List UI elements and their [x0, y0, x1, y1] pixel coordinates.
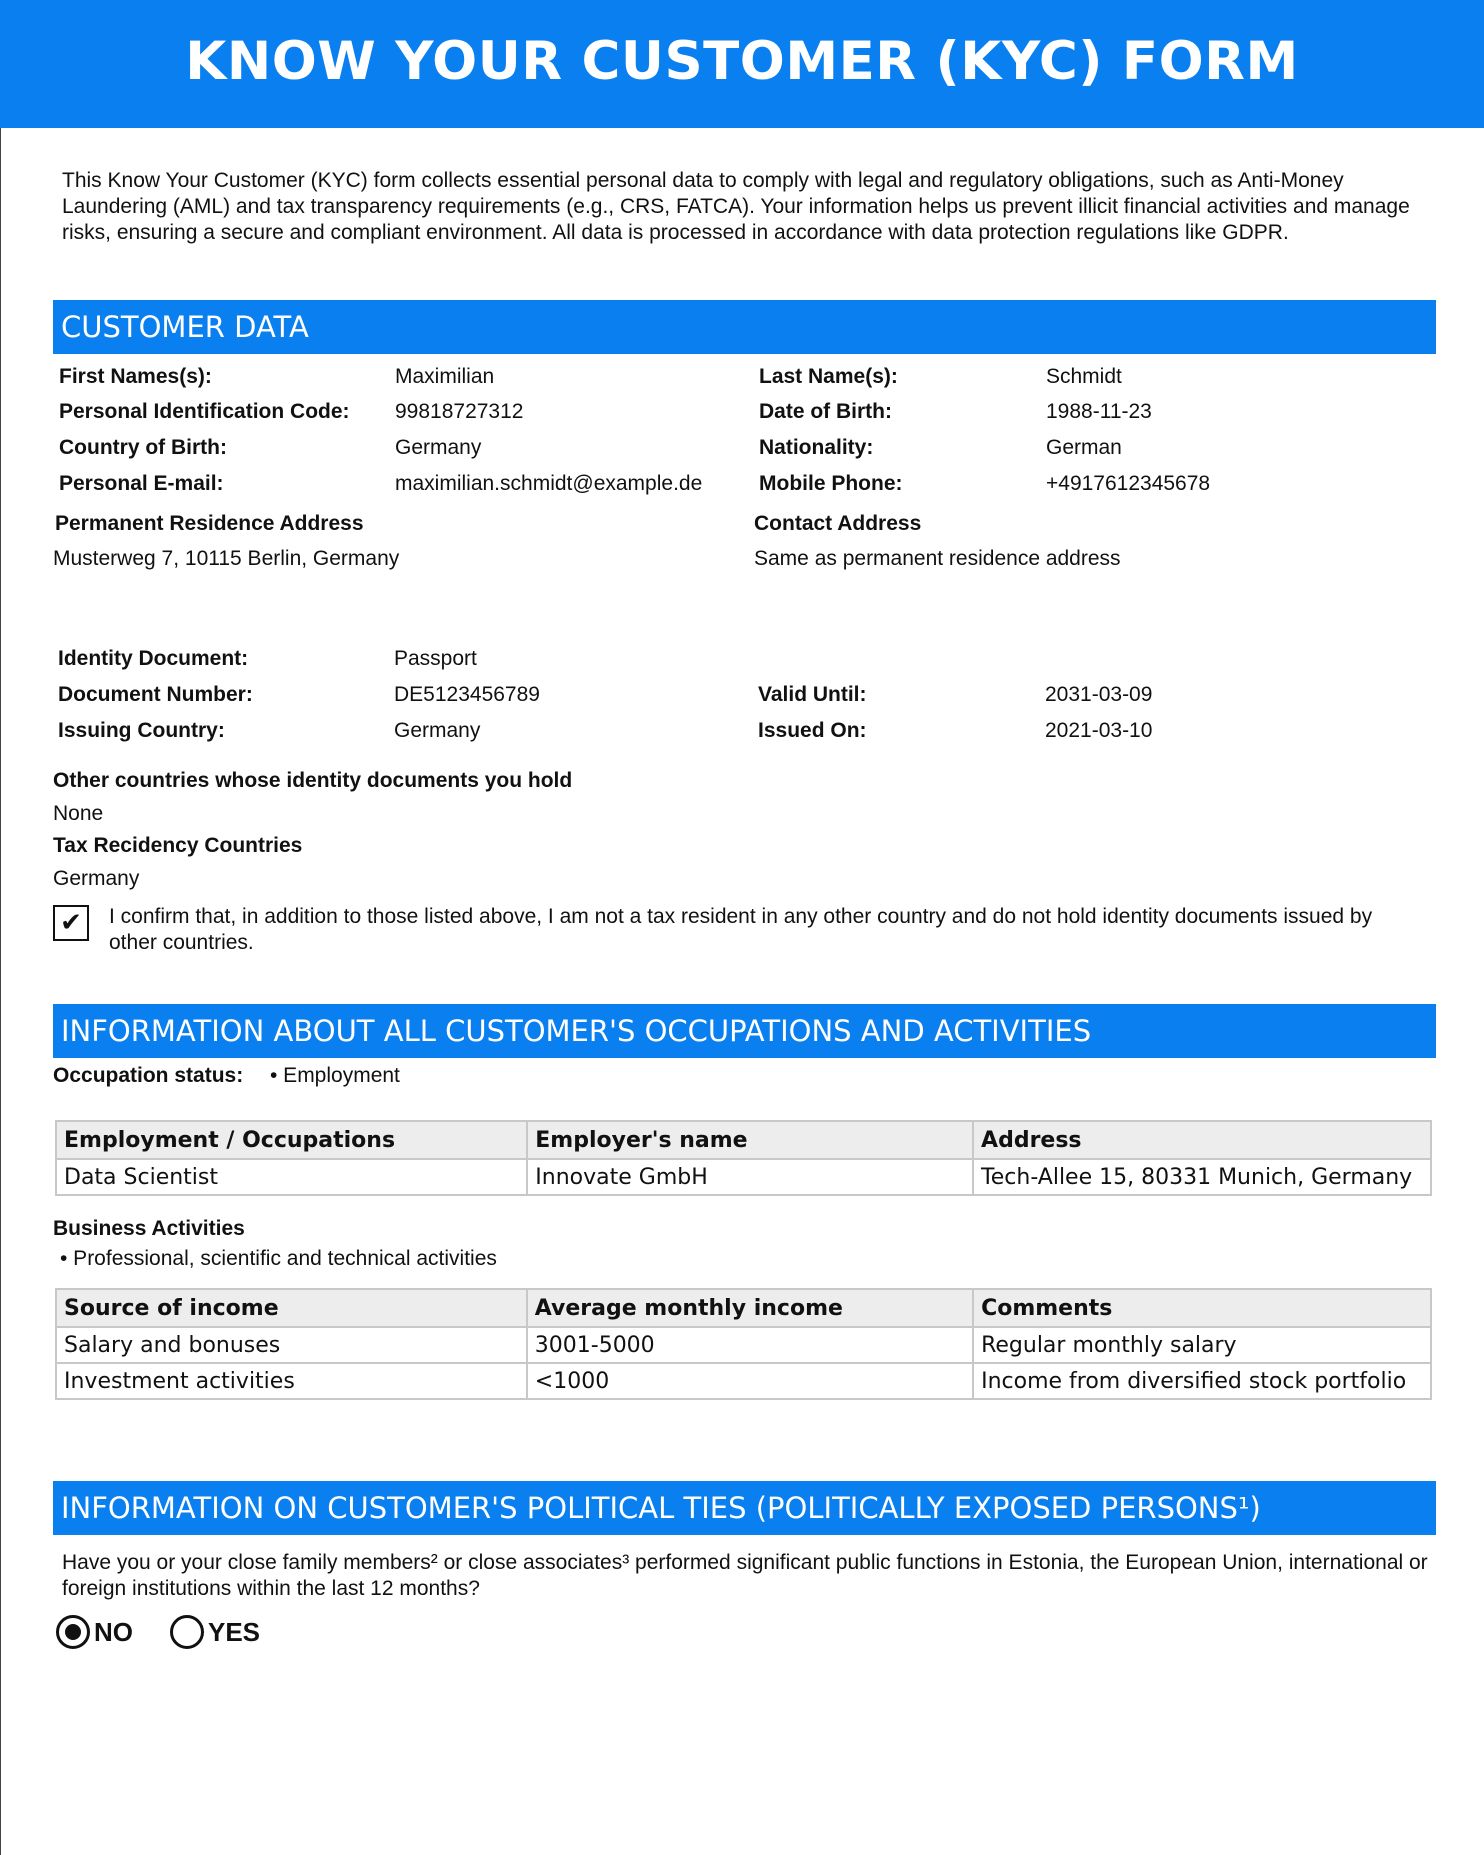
- tax-residency-label: Tax Recidency Countries: [53, 834, 303, 857]
- confirm-checkbox[interactable]: ✔: [53, 905, 89, 941]
- form-title: KNOW YOUR CUSTOMER (KYC) FORM: [185, 31, 1299, 92]
- section-customer-data: CUSTOMER DATA: [53, 300, 1436, 354]
- nationality-value: German: [1046, 436, 1122, 459]
- dob-value: 1988-11-23: [1046, 400, 1152, 423]
- income-average-cell: 3001-5000: [527, 1327, 973, 1363]
- page-border: [0, 0, 1, 1855]
- business-activities-label: Business Activities: [53, 1217, 245, 1240]
- employment-table: [55, 1120, 1432, 1196]
- personal-id-label: Personal Identification Code:: [59, 400, 350, 423]
- permanent-address-label: Permanent Residence Address: [55, 512, 364, 535]
- nationality-label: Nationality:: [759, 436, 874, 459]
- table-row: [56, 1159, 1431, 1195]
- issuing-country-label: Issuing Country:: [58, 719, 225, 742]
- email-label: Personal E-mail:: [59, 472, 224, 495]
- first-name-label: First Names(s):: [59, 365, 212, 388]
- country-of-birth-value: Germany: [395, 436, 482, 459]
- occupation-status-value: • Employment: [270, 1064, 400, 1087]
- last-name-label: Last Name(s):: [759, 365, 898, 388]
- income-header-source: Source of income: [56, 1289, 527, 1327]
- radio-no-label[interactable]: NO: [94, 1617, 133, 1647]
- issued-on-value: 2021-03-10: [1045, 719, 1153, 742]
- radio-no[interactable]: [56, 1615, 90, 1649]
- contact-address-label: Contact Address: [754, 512, 922, 535]
- section-occupations: INFORMATION ABOUT ALL CUSTOMER'S OCCUPATIONS AND ACTIVITIES: [53, 1004, 1436, 1058]
- employment-occupation-cell: Data Scientist: [56, 1159, 527, 1195]
- phone-label: Mobile Phone:: [759, 472, 903, 495]
- income-header-average: Average monthly income: [527, 1289, 973, 1327]
- permanent-address-value: Musterweg 7, 10115 Berlin, Germany: [53, 547, 400, 570]
- radio-selected-dot: [65, 1624, 81, 1640]
- employment-employer-cell: Innovate GmbH: [527, 1159, 973, 1195]
- confirm-text: I confirm that, in addition to those listed above, I am not a tax resident in any other country and do not hold identity documents issued by other countries.: [109, 905, 1373, 954]
- income-source-cell: Salary and bonuses: [56, 1327, 527, 1363]
- radio-yes-label[interactable]: YES: [208, 1617, 261, 1647]
- other-countries-value: None: [53, 802, 104, 825]
- issued-on-label: Issued On:: [758, 719, 867, 742]
- title-bar: [0, 0, 1484, 128]
- intro-text: This Know Your Customer (KYC) form collects essential personal data to comply with legal and regulatory obligations, such as Anti-Money Laundering (AML) and tax transparency requirements (e.g., CRS, FATCA). Your information helps us prevent illicit financial activities and manage risks, ensuring a secure and compliant environment. All data is processed in accordance with data protection regulations like GDPR.: [62, 169, 1410, 244]
- other-countries-label: Other countries whose identity documents you hold: [53, 769, 573, 792]
- income-comments-cell: Income from diversified stock portfolio: [973, 1363, 1431, 1399]
- income-table: [55, 1288, 1432, 1400]
- income-header-comments: Comments: [973, 1289, 1431, 1327]
- employment-address-cell: Tech-Allee 15, 80331 Munich, Germany: [973, 1159, 1431, 1195]
- first-name-value: Maximilian: [395, 365, 495, 388]
- income-source-cell: Investment activities: [56, 1363, 527, 1399]
- contact-address-value: Same as permanent residence address: [754, 547, 1121, 570]
- phone-value: +4917612345678: [1046, 472, 1211, 495]
- personal-id-value: 99818727312: [395, 400, 524, 423]
- income-average-cell: <1000: [527, 1363, 973, 1399]
- valid-until-value: 2031-03-09: [1045, 683, 1153, 706]
- occupation-status-label: Occupation status:: [53, 1064, 244, 1087]
- document-number-label: Document Number:: [58, 683, 253, 706]
- pep-question: Have you or your close family members² or close associates³ performed significant public functions in Estonia, the European Union, international or foreign institutions within the last 12 months?: [62, 1551, 1428, 1600]
- section-political-ties: INFORMATION ON CUSTOMER'S POLITICAL TIES (POLITICALLY EXPOSED PERSONS¹): [53, 1481, 1436, 1535]
- employment-header-address: Address: [973, 1121, 1431, 1159]
- email-value: maximilian.schmidt@example.de: [395, 472, 703, 495]
- valid-until-label: Valid Until:: [758, 683, 867, 706]
- issuing-country-value: Germany: [394, 719, 481, 742]
- table-row: [56, 1363, 1431, 1399]
- employment-header-occupation: Employment / Occupations: [56, 1121, 527, 1159]
- employment-header-row: [56, 1121, 1431, 1159]
- table-row: [56, 1327, 1431, 1363]
- identity-document-label: Identity Document:: [58, 647, 249, 670]
- business-activities-value: • Professional, scientific and technical activities: [60, 1247, 497, 1270]
- income-comments-cell: Regular monthly salary: [973, 1327, 1431, 1363]
- last-name-value: Schmidt: [1046, 365, 1122, 388]
- document-number-value: DE5123456789: [394, 683, 540, 706]
- radio-yes[interactable]: [170, 1615, 204, 1649]
- country-of-birth-label: Country of Birth:: [59, 436, 227, 459]
- dob-label: Date of Birth:: [759, 400, 892, 423]
- tax-residency-value: Germany: [53, 867, 140, 890]
- employment-header-employer: Employer's name: [527, 1121, 973, 1159]
- income-header-row: [56, 1289, 1431, 1327]
- identity-document-value: Passport: [394, 647, 477, 670]
